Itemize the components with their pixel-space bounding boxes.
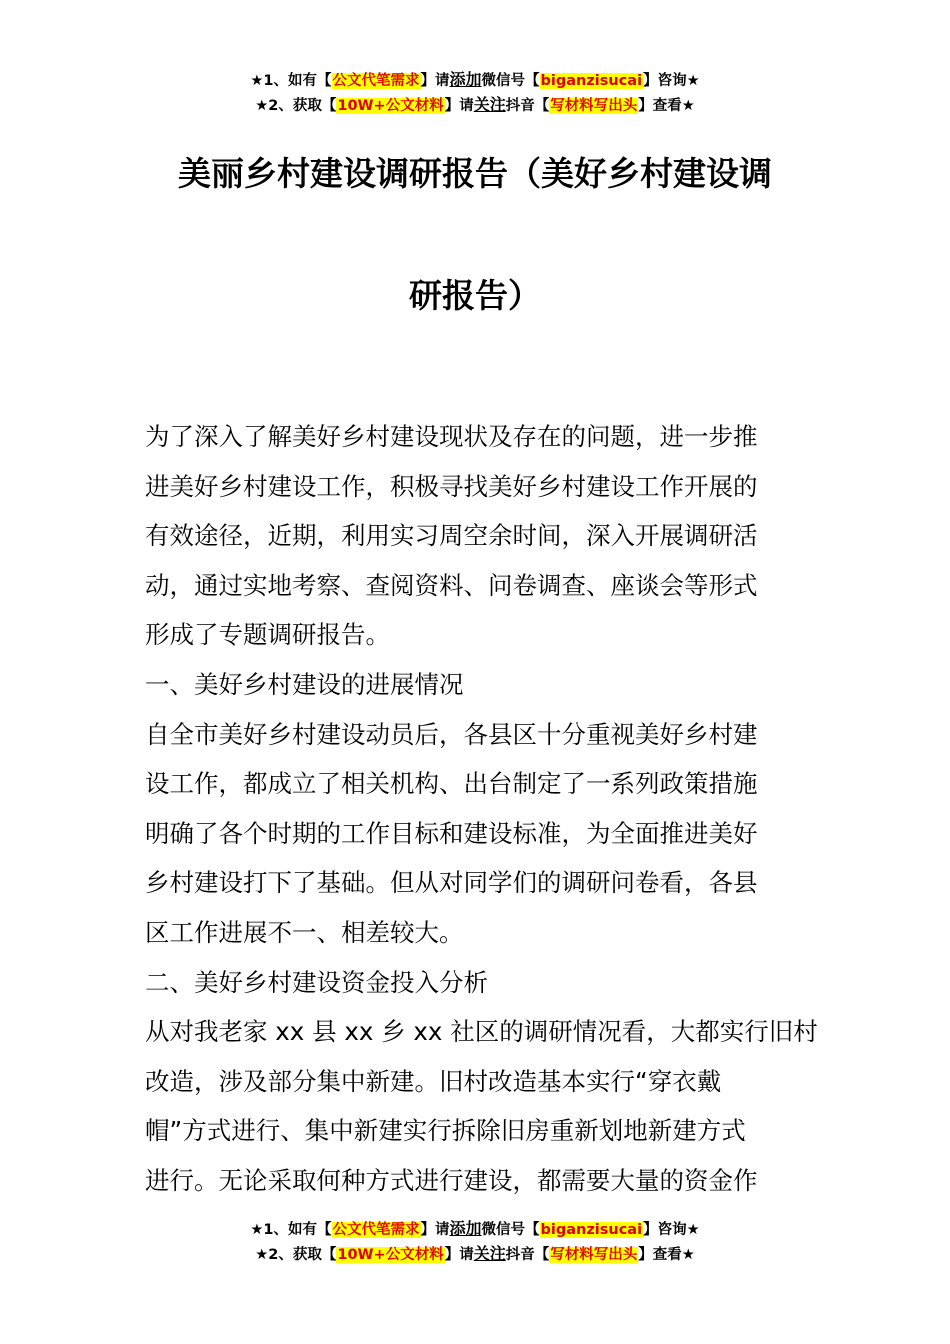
body-line: 帽”方式进行、集中新建实行拆除旧房重新划地新建方式: [145, 1116, 746, 1146]
body-line: 从对我老家 xx 县 xx 乡 xx 社区的调研情况看，大都实行旧村: [145, 1017, 818, 1047]
ad-highlight: 公文代笔需求: [332, 73, 420, 89]
ad-underlined-word: 关注: [473, 1244, 506, 1263]
ad-line-2: ★2、获取【10W+公文材料】请关注抖音【写材料写出头】查看★: [255, 95, 695, 114]
body-line: 动，通过实地考察、查阅资料、问卷调查、座谈会等形式: [145, 570, 758, 600]
body-line: 乡村建设打下了基础。但从对同学们的调研问卷看，各县: [145, 868, 758, 898]
ad-highlight: 10W+公文材料: [337, 1247, 444, 1263]
section-heading: 一、美好乡村建设的进展情况: [145, 669, 464, 699]
body-line: 设工作，都成立了相关机构、出台制定了一系列政策措施: [145, 769, 758, 799]
body-line: 进美好乡村建设工作，积极寻找美好乡村建设工作开展的: [145, 471, 758, 501]
document-body: [145, 412, 818, 1206]
section-heading: 二、美好乡村建设资金投入分析: [145, 967, 488, 997]
body-line: 进行。无论采取何种方式进行建设，都需要大量的资金作: [145, 1165, 758, 1195]
ad-douyin-name: 写材料写出头: [550, 98, 638, 114]
ad-douyin-name: 写材料写出头: [550, 1247, 638, 1263]
body-line: 明确了各个时期的工作目标和建设标准，为全面推进美好: [145, 818, 758, 848]
header-ad: [0, 68, 950, 118]
ad-highlight: 10W+公文材料: [337, 98, 444, 114]
body-line: 区工作进展不一、相差较大。: [145, 917, 464, 947]
body-line: 自全市美好乡村建设动员后，各县区十分重视美好乡村建: [145, 719, 758, 749]
ad-wechat-id: biganzisucai: [540, 73, 643, 89]
ad-underlined-word: 添加: [449, 1219, 482, 1238]
ad-line-2: ★2、获取【10W+公文材料】请关注抖音【写材料写出头】查看★: [255, 1244, 695, 1263]
footer-ad: [0, 1217, 950, 1267]
document-title-line-2: 研报告）: [409, 276, 541, 315]
body-line: 为了深入了解美好乡村建设现状及存在的问题，进一步推: [145, 422, 758, 451]
ad-underlined-word: 关注: [473, 95, 506, 114]
body-line: 有效途径，近期，利用实习周空余时间，深入开展调研活: [145, 521, 758, 551]
ad-line-1: ★1、如有【公文代笔需求】请添加微信号【biganzisucai】咨询★: [250, 70, 700, 89]
body-line: 改造，涉及部分集中新建。旧村改造基本实行“穿衣戴: [145, 1066, 722, 1096]
ad-wechat-id: biganzisucai: [540, 1222, 643, 1238]
document-title-line-1: 美丽乡村建设调研报告（美好乡村建设调: [178, 154, 772, 193]
ad-highlight: 公文代笔需求: [332, 1222, 420, 1238]
body-line: 形成了专题调研报告。: [145, 620, 390, 650]
ad-underlined-word: 添加: [449, 70, 482, 89]
ad-line-1: ★1、如有【公文代笔需求】请添加微信号【biganzisucai】咨询★: [250, 1219, 700, 1238]
